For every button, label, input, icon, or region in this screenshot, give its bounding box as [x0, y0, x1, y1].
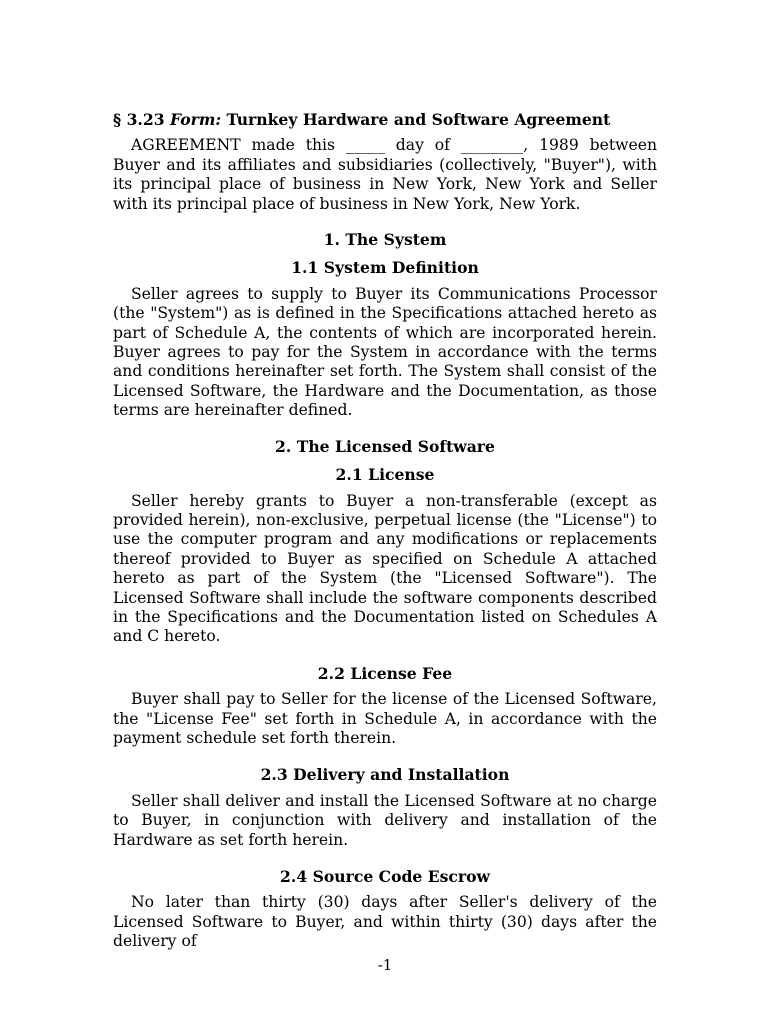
subsection-heading-2-3: 2.3 Delivery and Installation: [260, 765, 510, 785]
subsection-heading-2-4: 2.4 Source Code Escrow: [280, 867, 490, 886]
subsection-heading-1-1: 1.1 System Definition: [291, 258, 479, 278]
paragraph-2-4: No later than thirty (30) days after Seller's delivery of the Licensed Software to Buyer, and within thirty (30) days after the delivery of: [113, 893, 657, 951]
intro-paragraph: AGREEMENT made this _____ day of ________, 1989 between Buyer and its affiliates and subsidiaries (collectively, "Buyer"), with its principal place of business in New York, New York and Seller with its principal place of business in New York, New York.: [113, 136, 657, 213]
form-label: Form:: [170, 110, 222, 129]
paragraph-2-1: Seller hereby grants to Buyer a non-transferable (except as provided herein), non-exclusive, perpetual license (the "License") to use the computer program and any modifications or replacements thereof provided to Buyer as specified on Schedule A attached hereto as part of the System (the "Licensed Software"). The Licensed Software shall include the software components described in the Specifications and the Documentation listed on Schedules A and C hereto.: [113, 491, 657, 646]
paragraph-2-3: Seller shall deliver and install the Licensed Software at no charge to Buyer, in conjunction with delivery and installation of the Hardware as set forth herein.: [113, 791, 657, 849]
document-title: [113, 110, 657, 129]
section-heading-2: 2. The Licensed Software: [275, 436, 495, 456]
page-number: -1: [377, 956, 393, 974]
section-mark: § 3.23: [113, 110, 165, 129]
title-text: Turnkey Hardware and Software Agreement: [226, 110, 611, 129]
section-heading-1: 1. The System: [323, 230, 447, 250]
document-page: [113, 110, 657, 952]
paragraph-2-2: Buyer shall pay to Seller for the license of the Licensed Software, the "License Fee" set forth in Schedule A, in accordance with the payment schedule set forth therein.: [113, 690, 657, 747]
subsection-heading-2-2: 2.2 License Fee: [317, 663, 453, 683]
paragraph-1-1: Seller agrees to supply to Buyer its Communications Processor (the "System") as is defined in the Specifications attached hereto as part of Schedule A, the contents of which are incorporated herein. Buyer agrees to pay for the System in accordance with the terms and conditions hereinafter set forth. The System shall consist of the Licensed Software, the Hardware and the Documentation, as those terms are hereinafter defined.: [113, 284, 657, 420]
subsection-heading-2-1: 2.1 License: [335, 465, 435, 485]
